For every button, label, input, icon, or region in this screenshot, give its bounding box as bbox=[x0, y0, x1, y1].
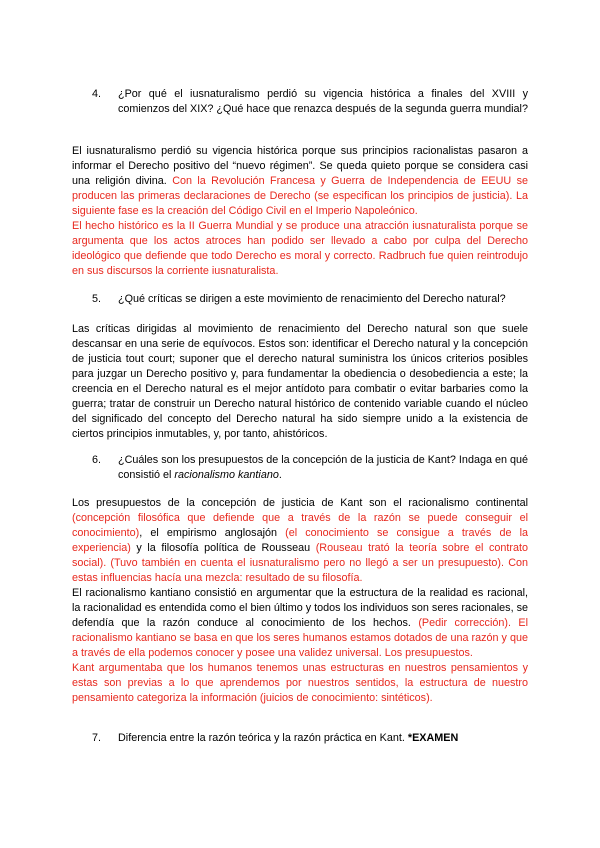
question-6 bbox=[92, 453, 528, 483]
question-text-part: ¿Cuáles son los presupuestos de la concepción de la justicia de Kant? Indaga en qué consistió el bbox=[118, 454, 528, 481]
answer-text: El racionalismo kantiano consistió en argumentar que la estructura de la realidad es racional, la racionalidad es entendida como el bien último y todos los individuos son seres racionales, se defendía que la razón conduce al conocimiento de los hechos. bbox=[72, 587, 528, 629]
question-text: ¿Por qué el iusnaturalismo perdió su vigencia histórica a finales del XVIII y comienzos del XIX? ¿Qué hace que renazca después de la segunda guerra mundial? bbox=[118, 88, 528, 115]
answer-paragraph bbox=[72, 586, 528, 661]
answer-text: El iusnaturalismo perdió su vigencia histórica porque sus principios racionalistas pasaron a informar el Derecho positivo del “nuevo régimen”. Se queda quieto porque se considera casi una religión divina. bbox=[72, 145, 528, 187]
answer-highlight-text: Con la Revolución Francesa y Guerra de Independencia de EEUU se producen las primeras declaraciones de Derecho (se especifican los principios de justicia). La siguiente fase es la creación del Código Civil en el Imperio Napoleónico. bbox=[72, 175, 528, 217]
answer-text: Los presupuestos de la concepción de justicia de Kant son el racionalismo continental bbox=[72, 497, 528, 509]
answer-paragraph bbox=[72, 496, 528, 586]
question-text bbox=[118, 453, 528, 483]
answer-highlight-text: (Pedir corrección). El racionalismo kantiano se basa en que los seres humanos estamos dotados de una razón y que a través de ella podemos conocer y posee una validez universal. Los presupuestos. bbox=[72, 617, 528, 659]
answer-paragraph: Las críticas dirigidas al movimiento de renacimiento del Derecho natural son que suele descansar en una serie de equívocos. Estos son: identificar el Derecho natural y la concepción de justicia tout court; suponer que el derecho natural suministra los únicos criterios posibles para juzgar un Derecho positivo y, para fundamentar la obediencia o desobediencia a este; la creencia en el Derecho natural es el mejor antídoto para combatir o evitar barbaries como la guerra; tratar de construir un Derecho natural histórico de contenido variable cuando el núcleo del significado del concepto del Derecho natural ha sido siempre unido a la existencia de ciertos principios inmutables, y, por tanto, ahistóricos. bbox=[72, 323, 528, 440]
answer-highlight-text: (el conocimiento se consigue a través de la experiencia) bbox=[72, 527, 528, 554]
question-number: 7. bbox=[92, 732, 102, 744]
answer-highlight-text: (Rouseau trató la teoría sobre el contrato social). (Tuvo también en cuenta el iusnaturalismo pero no llegó a ser un presupuesto). Con estas influencias hacía una mezcla: resultado de su filosofía. bbox=[72, 542, 528, 584]
question-number: 5. bbox=[92, 293, 102, 305]
answer-highlight-text: (concepción filosófica que defiende que a través de la razón se puede conseguir el conocimiento) bbox=[72, 512, 528, 539]
question-text-end: . bbox=[278, 469, 282, 481]
question-number: 6. bbox=[92, 454, 102, 466]
answer-text: y la filosofía política de Rousseau bbox=[130, 542, 316, 554]
answer-paragraph bbox=[72, 144, 528, 219]
question-number: 4. bbox=[92, 88, 102, 100]
answer-highlight-paragraph: Kant argumentaba que los humanos tenemos unas estructuras en nuestros pensamientos y estas son previas a lo que aprendemos por nuestros sentidos, la estructura de nuestro pensamiento categoriza la información (juicios de conocimiento: sintéticos). bbox=[72, 662, 528, 704]
question-text-part: Diferencia entre la razón teórica y la razón práctica en Kant. bbox=[118, 732, 408, 744]
answer-4 bbox=[72, 144, 528, 279]
question-italic-term: racionalismo kantiano bbox=[174, 469, 279, 481]
question-text bbox=[118, 731, 528, 746]
answer-6 bbox=[72, 496, 528, 706]
answer-highlight-paragraph: El hecho histórico es la II Guerra Mundial y se produce una atracción iusnaturalista porque se argumenta que los actos atroces han podido ser llevado a cabo por culpa del Derecho ideológico que defiende que todo Derecho es moral y correcto. Radbruch fue quien reintrodujo en sus discursos la corriente iusnaturalista. bbox=[72, 220, 528, 277]
question-text: ¿Qué críticas se dirigen a este movimiento de renacimiento del Derecho natural? bbox=[118, 293, 506, 305]
answer-5 bbox=[72, 322, 528, 442]
exam-marker: *EXAMEN bbox=[407, 732, 459, 744]
answer-text: , el empirismo anglosajón bbox=[139, 527, 286, 539]
question-7 bbox=[92, 731, 528, 746]
question-4 bbox=[92, 87, 528, 117]
question-5 bbox=[92, 292, 528, 307]
